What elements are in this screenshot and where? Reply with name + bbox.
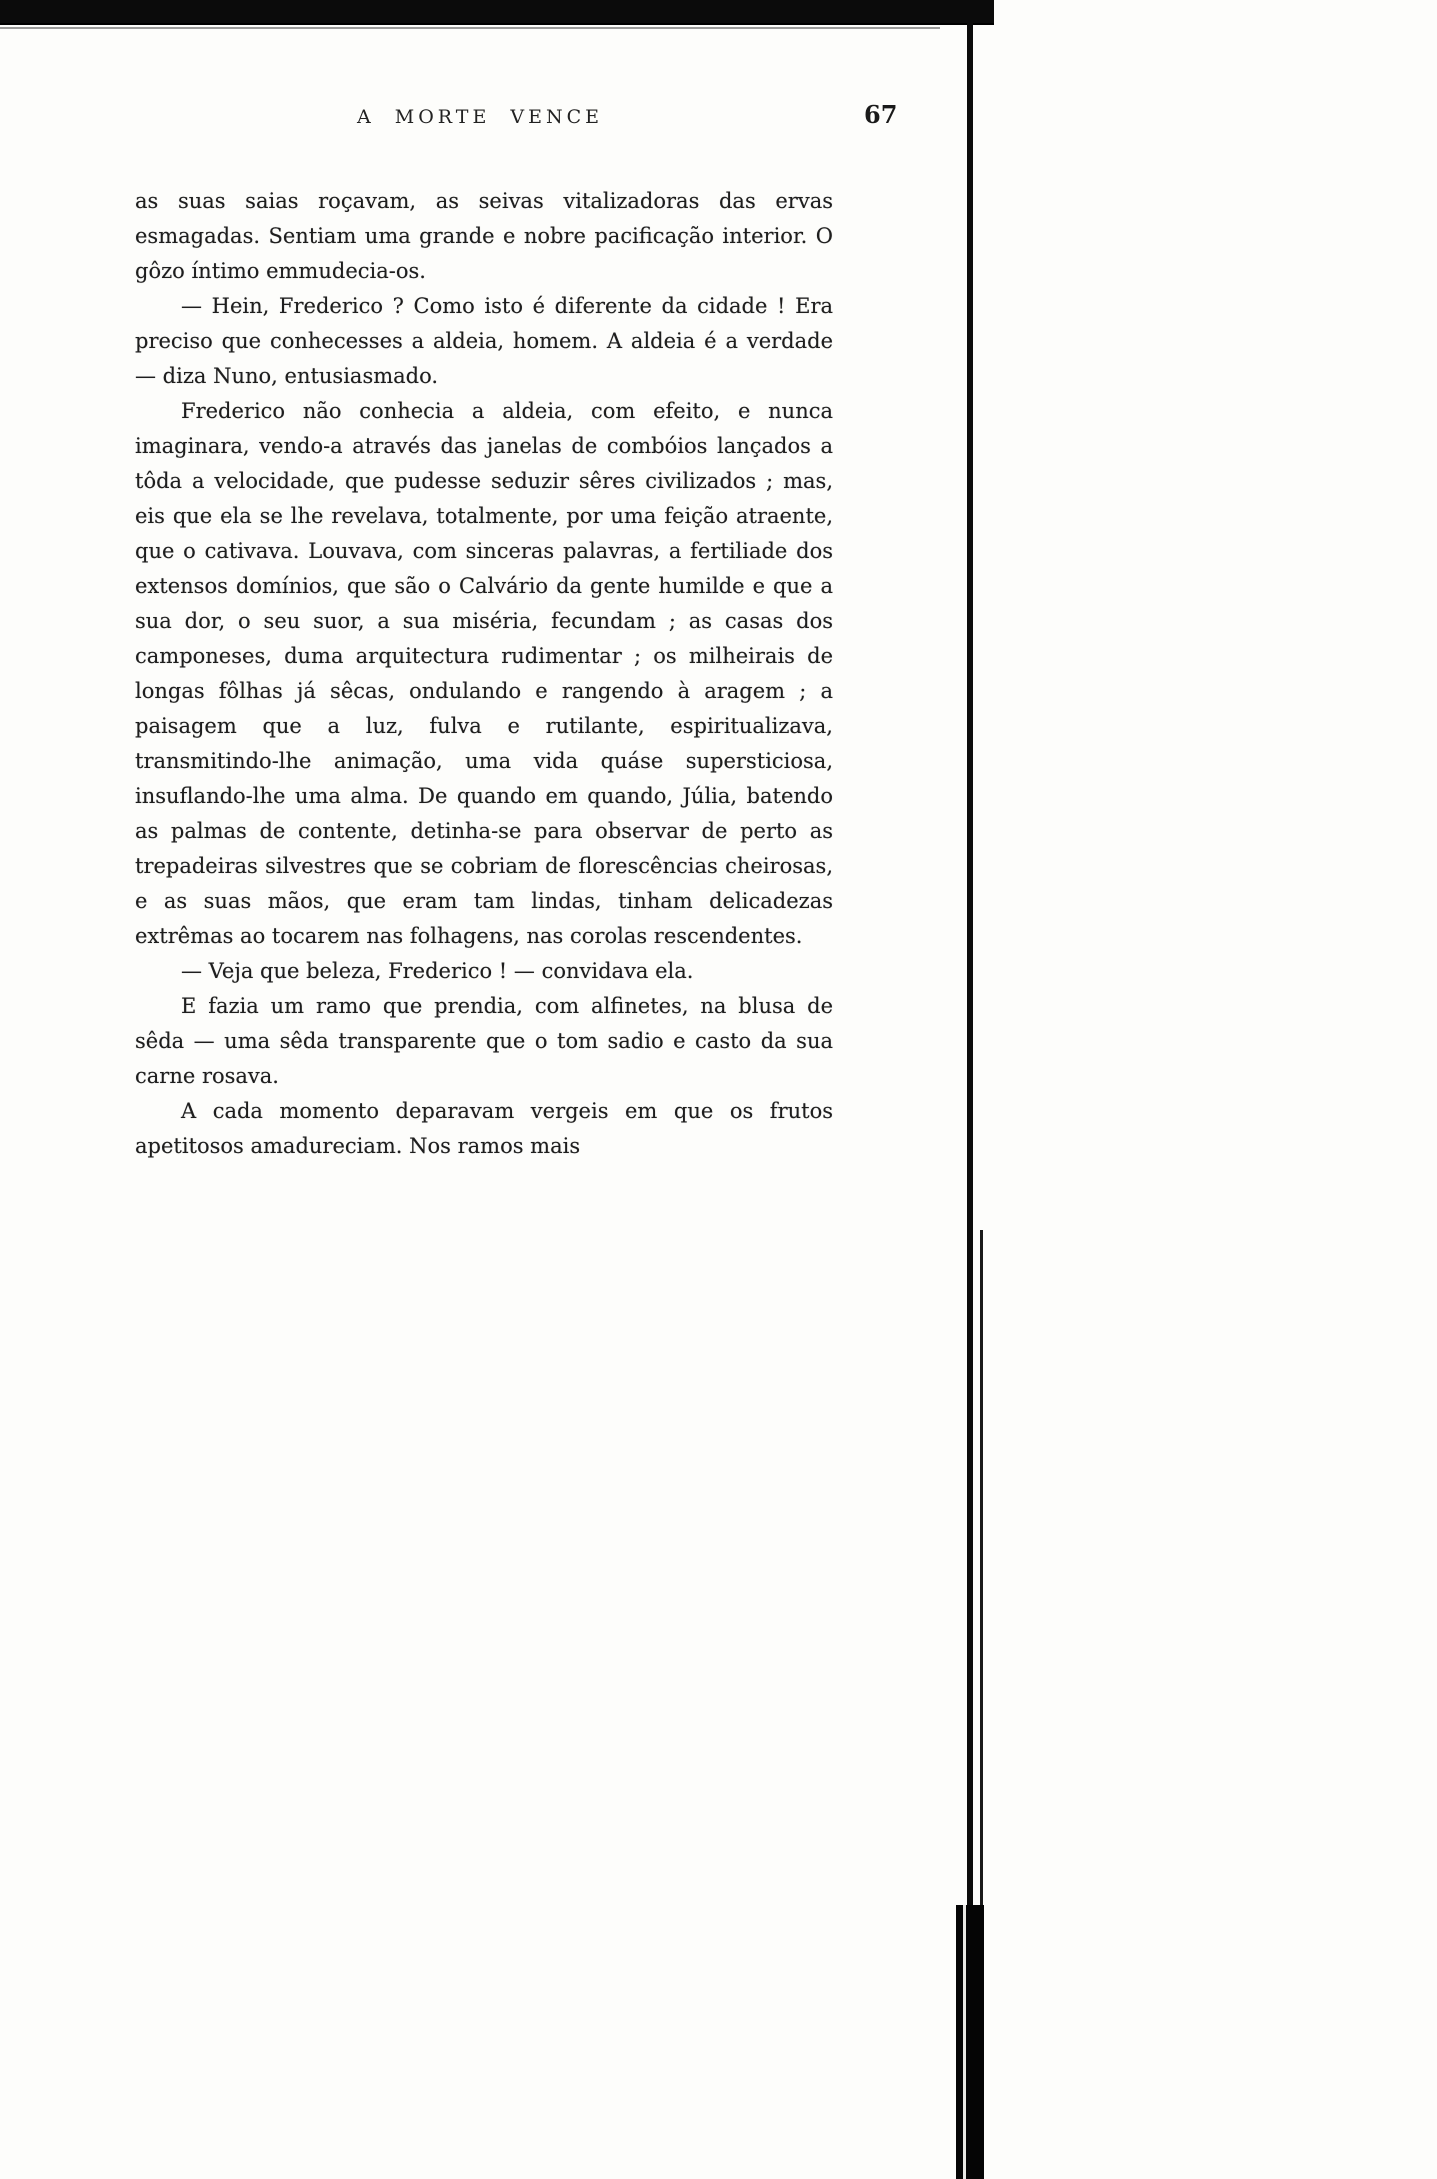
paragraph-narrative: E fazia um ramo que prendia, com alfinetes, na blusa de sêda — uma sêda transparente que o tom sadio e casto da sua carne rosava. [135, 994, 833, 1088]
scan-artifact-top-line [0, 27, 940, 29]
scan-artifact-right-line [967, 18, 973, 2179]
running-title: A MORTE VENCE [357, 106, 603, 128]
page-number: 67 [864, 100, 898, 129]
paragraph-dialogue: — Hein, Frederico ? Como isto é diferente da cidade ! Era preciso que conhecesses a aldeia, homem. A aldeia é a verdade — diza Nuno, entusiasmado. [135, 294, 833, 388]
scan-artifact-right-bar-bottom [956, 1905, 984, 2179]
paragraph-narrative: Frederico não conhecia a aldeia, com efeito, e nunca imaginara, vendo-a através das janelas de combóios lançados a tôda a velocidade, que pudesse seduzir sêres civilizados ; mas, eis que ela se lhe revelava, totalmente, por uma feição atraente, que o cativava. Louvava, com sinceras palavras, a fertiliade dos extensos domínios, que são o Calvário da gente humilde e que a sua dor, o seu suor, a sua miséria, fecundam ; as casas dos camponeses, duma arquitectura rudimentar ; os milheirais de longas fôlhas já sêcas, ondulando e rangendo à aragem ; a paisagem que a luz, fulva e rutilante, espiritualizava, transmitindo-lhe animação, uma vida quáse supersticiosa, insuflando-lhe uma alma. De quando em quando, Júlia, batendo as palmas de contente, detinha-se para observar de perto as trepadeiras silvestres que se cobriam de florescências cheirosas, e as suas mãos, que eram tam lindas, tinham delicadezas extrêmas ao tocarem nas folhagens, nas corolas rescendentes. [135, 399, 833, 948]
page-text-block [135, 184, 833, 1164]
scan-artifact-right-bar-gap [963, 1905, 966, 2179]
paragraph-continuation: as suas saias roçavam, as seivas vitalizadoras das ervas esmagadas. Sentiam uma grande e nobre pacificação interior. O gôzo íntimo emmudecia-os. [135, 189, 833, 283]
scan-artifact-top-bar [0, 0, 994, 25]
paragraph-dialogue: — Veja que beleza, Frederico ! — convidava ela. [181, 959, 694, 983]
paragraph-narrative: A cada momento deparavam vergeis em que os frutos apetitosos amadureciam. Nos ramos mais [135, 1099, 833, 1158]
